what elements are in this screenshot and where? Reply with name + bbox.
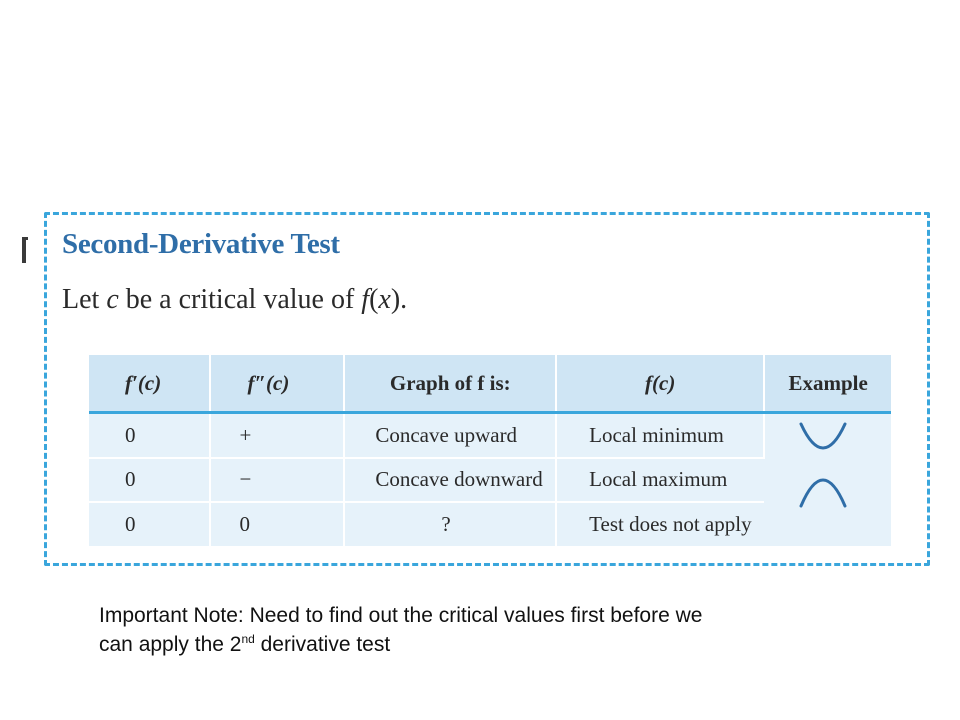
- header-fdouble: f″(c): [210, 355, 344, 413]
- card-title: Second-Derivative Test: [62, 228, 340, 260]
- header-graph: Graph of f is:: [344, 355, 556, 413]
- card-intro: [62, 284, 407, 316]
- example-curves: [765, 414, 899, 544]
- cell-fprime: 0: [89, 413, 210, 458]
- table-row: [89, 413, 891, 458]
- intro-var: c: [106, 284, 119, 315]
- intro-open: (: [369, 284, 379, 315]
- cell-fdouble: 0: [210, 502, 344, 547]
- example-cell: [764, 413, 891, 548]
- intro-middle: be a critical value of: [118, 284, 362, 315]
- cell-fdouble: +: [210, 413, 344, 458]
- header-example: Example: [764, 355, 891, 413]
- cell-graph: Concave downward: [344, 458, 556, 503]
- second-derivative-table: [89, 355, 891, 548]
- intro-func: f: [361, 284, 370, 315]
- header-fprime: f′(c): [89, 355, 210, 413]
- cell-graph: Concave upward: [344, 413, 556, 458]
- concave-up-curve-icon: [801, 424, 845, 448]
- note-line-2-prefix: can apply the 2: [99, 633, 242, 656]
- cell-fprime: 0: [89, 458, 210, 503]
- note-ordinal-suffix: nd: [241, 632, 255, 646]
- cell-fdouble: −: [210, 458, 344, 503]
- table-header-row: [89, 355, 891, 413]
- note-line-2: [99, 630, 919, 659]
- note-line-1: Important Note: Need to find out the critical values first before we: [99, 604, 703, 627]
- header-fc: f(c): [556, 355, 764, 413]
- cell-fprime: 0: [89, 502, 210, 547]
- cell-fc: Local minimum: [556, 413, 764, 458]
- important-note: [99, 601, 919, 659]
- intro-close: ).: [390, 284, 408, 315]
- cell-fc: Test does not apply: [556, 502, 764, 547]
- note-line-2-suffix: derivative test: [254, 633, 391, 656]
- intro-prefix: Let: [62, 284, 107, 315]
- cell-fc: Local maximum: [556, 458, 764, 503]
- intro-x: x: [378, 284, 391, 315]
- cell-graph: ?: [344, 502, 556, 547]
- concave-down-curve-icon: [801, 480, 845, 506]
- left-edge-bracket-mark: [22, 237, 26, 263]
